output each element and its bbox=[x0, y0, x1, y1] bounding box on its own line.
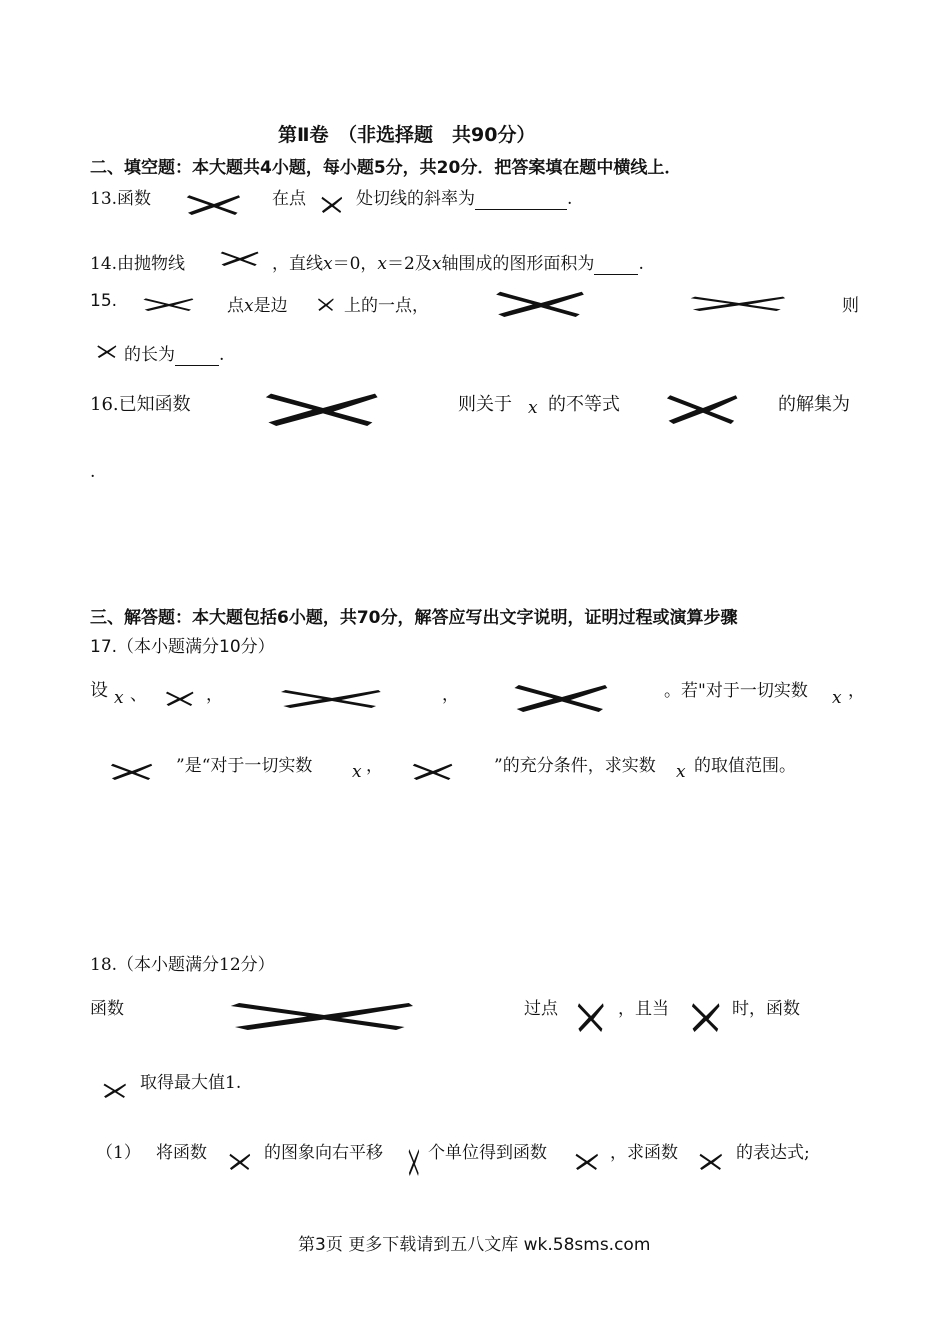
q17-comma: ， bbox=[442, 685, 459, 705]
q16-solution-set: 的解集为 bbox=[778, 394, 850, 415]
q16-about-label: 则关于 bbox=[458, 394, 512, 415]
q13-slope-label: 处切线的斜率为 bbox=[356, 189, 475, 209]
formula-placeholder-image bbox=[164, 690, 196, 706]
q18-max-value: 取得最大值1. bbox=[140, 1073, 242, 1093]
q18-function: 函数 bbox=[90, 999, 124, 1019]
q17-comma: ， bbox=[848, 681, 865, 701]
q14-var-x: x bbox=[323, 254, 333, 274]
formula-placeholder-image bbox=[218, 250, 262, 266]
q16-text bbox=[458, 390, 512, 416]
q15-number-label: 15. bbox=[90, 291, 118, 311]
q18-units-to-function: 个单位得到函数 bbox=[428, 1143, 547, 1163]
q17-let: 设 bbox=[90, 680, 108, 701]
formula-placeholder-image bbox=[574, 1152, 600, 1170]
answer-blank bbox=[175, 345, 219, 366]
formula-placeholder-image bbox=[258, 390, 388, 426]
q15-then: 则 bbox=[842, 296, 859, 316]
section-title: 第Ⅱ卷 （非选择题 共90分） bbox=[278, 124, 536, 146]
q13-period: . bbox=[567, 189, 573, 209]
formula-placeholder-image bbox=[140, 297, 198, 311]
q17-var-x: x bbox=[352, 762, 362, 782]
q16-var-x: x bbox=[528, 398, 538, 418]
formula-placeholder-image bbox=[183, 193, 245, 215]
q14-period: . bbox=[638, 254, 644, 274]
q18-find-function: ，求函数 bbox=[610, 1143, 678, 1163]
q18-passes-point: 过点 bbox=[524, 999, 558, 1019]
formula-placeholder-image bbox=[96, 344, 118, 358]
formula-placeholder-image bbox=[698, 1152, 724, 1170]
q17-comma: ， bbox=[366, 756, 383, 776]
q13-number-label: 13.函数 bbox=[90, 189, 152, 209]
q18-shift-right: 的图象向右平移 bbox=[264, 1143, 383, 1163]
q18-and-when: ，且当 bbox=[618, 999, 669, 1019]
q18-when-function: 时，函数 bbox=[732, 999, 800, 1019]
q17-var-x: x bbox=[832, 688, 842, 708]
formula-placeholder-image bbox=[102, 1082, 128, 1098]
q18-expression: 的表达式; bbox=[736, 1143, 810, 1163]
q17-var-x: x bbox=[676, 762, 686, 782]
q16-period: . bbox=[90, 462, 96, 482]
q14-area-label: 轴围成的图形面积为 bbox=[441, 254, 595, 274]
formula-placeholder-image bbox=[662, 392, 744, 424]
page-footer: 第3页 更多下载请到五八文库 wk.58sms.com bbox=[298, 1235, 651, 1255]
q13-text-slope bbox=[356, 184, 572, 210]
formula-placeholder-image bbox=[317, 297, 335, 311]
q15-point-label: 点 bbox=[227, 296, 244, 316]
q17-condition-text: 。若"对于一切实数 bbox=[664, 681, 808, 701]
answer-blank bbox=[594, 254, 638, 275]
q14-number-label: 14.由抛物线 bbox=[90, 254, 186, 274]
formula-placeholder-image bbox=[576, 1000, 606, 1032]
q13-text-at-point: 在点 bbox=[272, 189, 306, 209]
formula-placeholder-image bbox=[228, 1152, 252, 1170]
q15-text-upon: 上的一点， bbox=[344, 296, 429, 316]
q14-line-label: ，直线 bbox=[272, 254, 323, 274]
q14-eq-0: ＝0， bbox=[332, 254, 378, 274]
q15-length-label: 的长为 bbox=[124, 345, 175, 365]
formula-placeholder-image bbox=[508, 682, 616, 712]
q17-sufficient-condition: ”的充分条件，求实数 bbox=[494, 756, 656, 776]
formula-placeholder-image bbox=[108, 762, 156, 780]
formula-placeholder-image bbox=[408, 1146, 420, 1176]
q14-text bbox=[272, 249, 644, 275]
q17-heading: 17.（本小题满分10分） bbox=[90, 637, 275, 657]
solve-section-header: 三、解答题：本大题包括6小题，共70分，解答应写出文字说明，证明过程或演算步骤 bbox=[90, 608, 738, 628]
q17-is-for-all: ”是“对于一切实数 bbox=[176, 756, 313, 776]
q14-var-x: x bbox=[431, 254, 442, 274]
fill-in-section-header: 二、填空题：本大题共4小题，每小题5分，共20分．把答案填在题中横线上． bbox=[90, 158, 682, 178]
formula-placeholder-image bbox=[684, 295, 794, 311]
formula-placeholder-image bbox=[490, 289, 592, 317]
formula-placeholder-image bbox=[320, 195, 344, 213]
q16-inequality-label: 的不等式 bbox=[548, 394, 620, 415]
q18-part1-label: （1） bbox=[96, 1143, 141, 1163]
q17-comma: 、 bbox=[130, 685, 147, 705]
q15-var-x: x bbox=[244, 296, 254, 316]
formula-placeholder-image bbox=[274, 688, 390, 708]
q16-number-label: 16.已知函数 bbox=[90, 394, 191, 415]
q15-period: . bbox=[219, 345, 225, 365]
q14-var-x: x bbox=[377, 254, 388, 274]
formula-placeholder-image bbox=[410, 762, 456, 780]
q14-eq-2: ＝2及 bbox=[387, 254, 432, 274]
q18-heading: 18.（本小题满分12分） bbox=[90, 955, 275, 975]
formula-placeholder-image bbox=[690, 1000, 722, 1032]
q18-part1-text: 将函数 bbox=[156, 1143, 207, 1163]
q17-var-x: x bbox=[114, 688, 124, 708]
answer-blank bbox=[475, 189, 567, 210]
q17-range: 的取值范围。 bbox=[694, 756, 796, 776]
q15-length bbox=[124, 340, 224, 366]
q15-edge-label: 是边 bbox=[253, 296, 288, 316]
q17-comma: ， bbox=[206, 685, 223, 705]
formula-placeholder-image bbox=[218, 1000, 430, 1030]
q15-text bbox=[227, 291, 288, 316]
